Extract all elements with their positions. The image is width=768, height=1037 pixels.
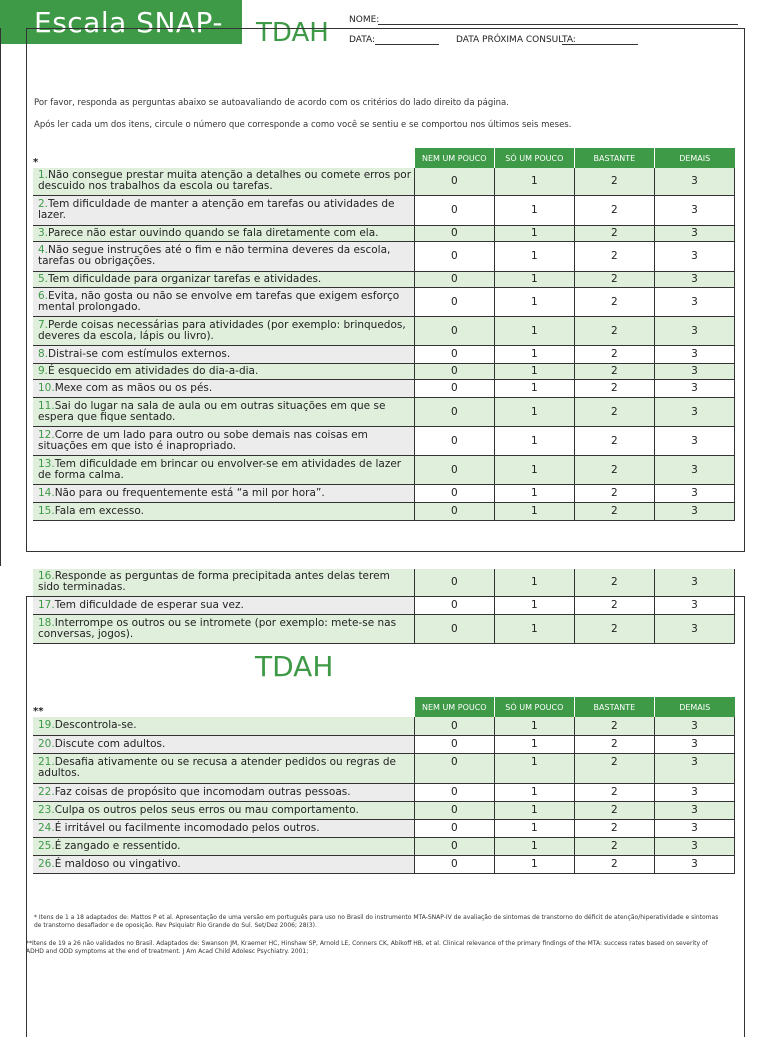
score-option-0[interactable]: 0 xyxy=(414,819,494,837)
item-text: Tem dificuldade em brincar ou envolver-se em atividades de lazer de forma calma. xyxy=(38,457,402,481)
item-text-cell xyxy=(33,363,414,379)
table-row xyxy=(33,484,735,502)
score-option-2[interactable]: 2 xyxy=(574,316,654,345)
table-row xyxy=(33,168,735,195)
section-2-table xyxy=(33,569,735,644)
score-option-1[interactable]: 1 xyxy=(494,614,574,643)
item-number: 16. xyxy=(38,570,55,583)
item-text: Não consegue prestar muita atenção a detalhes ou comete erros por descuido nos trabalhos da escola ou tarefas. xyxy=(38,169,412,193)
table-row xyxy=(33,735,735,753)
score-option-1[interactable]: 1 xyxy=(494,168,574,195)
item-number: 3. xyxy=(38,226,49,239)
item-text-cell xyxy=(33,783,414,801)
table-row xyxy=(33,455,735,484)
item-number: 15. xyxy=(38,504,55,517)
score-option-2[interactable]: 2 xyxy=(574,271,654,287)
item-number: 24. xyxy=(38,821,55,834)
table-row xyxy=(33,855,735,873)
score-option-0[interactable]: 0 xyxy=(414,837,494,855)
item-text-cell xyxy=(33,426,414,455)
table-row xyxy=(33,801,735,819)
score-option-3[interactable]: 3 xyxy=(654,614,734,643)
item-number: 7. xyxy=(38,318,49,331)
item-text-cell xyxy=(33,484,414,502)
item-number: 1. xyxy=(38,169,49,182)
score-option-3[interactable]: 3 xyxy=(654,363,734,379)
score-option-0[interactable]: 0 xyxy=(414,379,494,397)
item-text-cell xyxy=(33,241,414,271)
item-text-cell xyxy=(33,316,414,345)
score-option-3[interactable]: 3 xyxy=(654,426,734,455)
item-text-cell xyxy=(33,753,414,783)
name-label: NOME: xyxy=(349,15,380,25)
score-option-2[interactable]: 2 xyxy=(574,855,654,873)
score-option-1[interactable]: 1 xyxy=(494,316,574,345)
instruction-line-2: Após ler cada um dos itens, circule o número que corresponde a como você se sentiu e se comportou nos últimos seis meses. xyxy=(34,120,572,130)
score-option-1[interactable]: 1 xyxy=(494,753,574,783)
score-option-1[interactable]: 1 xyxy=(494,426,574,455)
item-number: 17. xyxy=(38,598,55,611)
item-text-cell xyxy=(33,379,414,397)
item-text: Distrai-se com estímulos externos. xyxy=(48,347,231,360)
item-number: 14. xyxy=(38,486,55,499)
table-row xyxy=(33,783,735,801)
item-text: Sai do lugar na sala de aula ou em outras situações em que se espera que fique sentado. xyxy=(38,399,386,423)
score-option-2[interactable]: 2 xyxy=(574,614,654,643)
item-number: 12. xyxy=(38,428,55,441)
score-option-3[interactable]: 3 xyxy=(654,569,734,596)
section-marker: * xyxy=(33,148,414,168)
score-option-3[interactable]: 3 xyxy=(654,316,734,345)
table-row xyxy=(33,241,735,271)
left-edge-line xyxy=(0,28,1,566)
item-number: 18. xyxy=(38,616,55,629)
score-option-3[interactable]: 3 xyxy=(654,241,734,271)
item-text: Descontrola-se. xyxy=(54,719,137,732)
item-text-cell xyxy=(33,735,414,753)
item-text-cell xyxy=(33,502,414,520)
score-option-3[interactable]: 3 xyxy=(654,168,734,195)
score-option-0[interactable]: 0 xyxy=(414,614,494,643)
score-option-2[interactable]: 2 xyxy=(574,241,654,271)
score-option-3[interactable]: 3 xyxy=(654,455,734,484)
section-marker: ** xyxy=(33,697,414,717)
score-option-2[interactable]: 2 xyxy=(574,195,654,225)
score-option-0[interactable]: 0 xyxy=(414,753,494,783)
footnote-1: * Itens de 1 a 18 adaptados de: Mattos P et al. Apresentação de uma versão em português para uso no Brasil do instrumento MTA-SNAP-IV de avaliação de sintomas de transtorno do déficit de atenção/hiperatividade e sintomas de transtorno desafiador e de oposição. Rev Psiquiatr Rio Grande do Sul. Set/Dez 2006; 28(3). xyxy=(34,914,719,929)
item-number: 20. xyxy=(38,737,55,750)
item-number: 25. xyxy=(38,839,55,852)
score-option-3[interactable]: 3 xyxy=(654,837,734,855)
score-option-2[interactable]: 2 xyxy=(574,717,654,735)
item-text-cell xyxy=(33,397,414,426)
item-text-cell xyxy=(33,855,414,873)
item-number: 22. xyxy=(38,785,55,798)
score-option-1[interactable]: 1 xyxy=(494,484,574,502)
table-header-row xyxy=(33,697,735,717)
score-option-3[interactable]: 3 xyxy=(654,484,734,502)
score-option-3[interactable]: 3 xyxy=(654,783,734,801)
score-option-3[interactable]: 3 xyxy=(654,195,734,225)
score-option-0[interactable]: 0 xyxy=(414,316,494,345)
item-text: Culpa os outros pelos seus erros ou mau comportamento. xyxy=(54,803,359,816)
table-row xyxy=(33,596,735,614)
item-number: 26. xyxy=(38,857,55,870)
item-text: Não para ou frequentemente está “a mil por hora”. xyxy=(54,486,325,499)
column-header-3: DEMAIS xyxy=(654,697,734,717)
item-text: Perde coisas necessárias para atividades (por exemplo: brinquedos, deveres da escola, lápis ou livro). xyxy=(38,318,406,342)
table-row xyxy=(33,426,735,455)
score-option-3[interactable]: 3 xyxy=(654,819,734,837)
score-option-0[interactable]: 0 xyxy=(414,735,494,753)
item-text: É zangado e ressentido. xyxy=(54,839,181,852)
item-number: 13. xyxy=(38,457,55,470)
item-text: É esquecido em atividades do dia-a-dia. xyxy=(48,364,259,377)
table-row xyxy=(33,287,735,316)
score-option-2[interactable]: 2 xyxy=(574,484,654,502)
score-option-3[interactable]: 3 xyxy=(654,345,734,363)
item-number: 8. xyxy=(38,347,49,360)
table-row xyxy=(33,271,735,287)
item-text: É maldoso ou vingativo. xyxy=(54,857,181,870)
next-date-label: DATA PRÓXIMA CONSULTA: xyxy=(456,35,576,45)
table-row xyxy=(33,717,735,735)
score-option-2[interactable]: 2 xyxy=(574,168,654,195)
score-option-0[interactable]: 0 xyxy=(414,287,494,316)
item-text: Mexe com as mãos ou os pés. xyxy=(54,381,213,394)
item-text-cell xyxy=(33,569,414,596)
item-number: 23. xyxy=(38,803,55,816)
section-3-table xyxy=(33,697,735,874)
item-text: Evita, não gosta ou não se envolve em tarefas que exigem esforço mental prolongado. xyxy=(38,289,400,313)
item-text: Corre de um lado para outro ou sobe demais nas coisas em situações em que isto é inapropriado. xyxy=(38,428,368,452)
column-header-1: SÓ UM POUCO xyxy=(494,697,574,717)
score-option-2[interactable]: 2 xyxy=(574,569,654,596)
score-option-0[interactable]: 0 xyxy=(414,363,494,379)
score-option-2[interactable]: 2 xyxy=(574,397,654,426)
score-option-2[interactable]: 2 xyxy=(574,502,654,520)
score-option-3[interactable]: 3 xyxy=(654,225,734,241)
score-option-1[interactable]: 1 xyxy=(494,735,574,753)
score-option-0[interactable]: 0 xyxy=(414,783,494,801)
score-option-1[interactable]: 1 xyxy=(494,569,574,596)
item-text-cell xyxy=(33,168,414,195)
score-option-2[interactable]: 2 xyxy=(574,426,654,455)
form-subtitle: TDAH xyxy=(256,18,329,48)
table-row xyxy=(33,837,735,855)
score-option-2[interactable]: 2 xyxy=(574,783,654,801)
section-title-tdah: TDAH xyxy=(255,650,334,683)
score-option-1[interactable]: 1 xyxy=(494,801,574,819)
score-option-1[interactable]: 1 xyxy=(494,717,574,735)
item-text-cell xyxy=(33,271,414,287)
item-number: 4. xyxy=(38,244,49,256)
table-row xyxy=(33,569,735,596)
item-text: É irritável ou facilmente incomodado pelos outros. xyxy=(54,821,320,834)
item-text: Não segue instruções até o fim e não termina deveres da escola, tarefas ou obrigações. xyxy=(38,244,391,267)
item-number: 21. xyxy=(38,756,55,768)
score-option-0[interactable]: 0 xyxy=(414,225,494,241)
score-option-2[interactable]: 2 xyxy=(574,819,654,837)
item-text: Tem dificuldade de manter a atenção em tarefas ou atividades de lazer. xyxy=(38,198,395,221)
item-text-cell xyxy=(33,225,414,241)
table-row xyxy=(33,614,735,643)
table-row xyxy=(33,502,735,520)
score-option-1[interactable]: 1 xyxy=(494,502,574,520)
table-row xyxy=(33,316,735,345)
column-header-2: BASTANTE xyxy=(574,697,654,717)
item-text-cell xyxy=(33,801,414,819)
table-row xyxy=(33,195,735,225)
column-header-0: NEM UM POUCO xyxy=(414,148,494,168)
item-text-cell xyxy=(33,345,414,363)
item-text: Fala em excesso. xyxy=(54,504,144,517)
score-option-0[interactable]: 0 xyxy=(414,855,494,873)
score-option-2[interactable]: 2 xyxy=(574,287,654,316)
score-option-2[interactable]: 2 xyxy=(574,801,654,819)
score-option-1[interactable]: 1 xyxy=(494,379,574,397)
table-row xyxy=(33,819,735,837)
column-header-1: SÓ UM POUCO xyxy=(494,148,574,168)
item-text-cell xyxy=(33,837,414,855)
table-header-row xyxy=(33,148,735,168)
score-option-0[interactable]: 0 xyxy=(414,241,494,271)
score-option-2[interactable]: 2 xyxy=(574,837,654,855)
item-text: Desafia ativamente ou se recusa a atender pedidos ou regras de adultos. xyxy=(38,756,396,779)
item-number: 6. xyxy=(38,289,49,302)
form-title: Escala SNAP- xyxy=(34,6,223,39)
score-option-2[interactable]: 2 xyxy=(574,455,654,484)
column-header-3: DEMAIS xyxy=(654,148,734,168)
score-option-3[interactable]: 3 xyxy=(654,735,734,753)
score-option-1[interactable]: 1 xyxy=(494,783,574,801)
score-option-1[interactable]: 1 xyxy=(494,271,574,287)
score-option-0[interactable]: 0 xyxy=(414,397,494,426)
item-text-cell xyxy=(33,819,414,837)
score-option-1[interactable]: 1 xyxy=(494,287,574,316)
score-option-1[interactable]: 1 xyxy=(494,363,574,379)
item-number: 10. xyxy=(38,381,55,394)
score-option-0[interactable]: 0 xyxy=(414,502,494,520)
table-row xyxy=(33,379,735,397)
score-option-0[interactable]: 0 xyxy=(414,569,494,596)
score-option-0[interactable]: 0 xyxy=(414,271,494,287)
table-row xyxy=(33,345,735,363)
score-option-3[interactable]: 3 xyxy=(654,596,734,614)
item-text: Tem dificuldade para organizar tarefas e atividades. xyxy=(48,272,322,285)
score-option-0[interactable]: 0 xyxy=(414,455,494,484)
column-header-2: BASTANTE xyxy=(574,148,654,168)
score-option-3[interactable]: 3 xyxy=(654,287,734,316)
date-label: DATA: xyxy=(349,35,376,45)
footnote-2: **Itens de 19 a 26 não validados no Brasil. Adaptados de: Swanson JM, Kraemer HC, Hinshaw SP, Arnold LE, Conners CK, Abikoff HB, et al. Clinical relevance of the primary findings of the MTA: success rates based on severity of ADHD and ODD symptoms at the end of treatment. J Am Acad Child Adolesc Psychiatry. 2001; xyxy=(26,940,708,955)
score-option-0[interactable]: 0 xyxy=(414,345,494,363)
section-1-table xyxy=(33,148,735,521)
table-row xyxy=(33,753,735,783)
instruction-line-1: Por favor, responda as perguntas abaixo se autoavaliando de acordo com os critérios do lado direito da página. xyxy=(34,98,509,108)
score-option-2[interactable]: 2 xyxy=(574,753,654,783)
item-text: Parece não estar ouvindo quando se fala diretamente com ela. xyxy=(48,226,379,239)
score-option-2[interactable]: 2 xyxy=(574,225,654,241)
score-option-1[interactable]: 1 xyxy=(494,397,574,426)
score-option-0[interactable]: 0 xyxy=(414,596,494,614)
score-option-3[interactable]: 3 xyxy=(654,753,734,783)
item-text-cell xyxy=(33,287,414,316)
score-option-1[interactable]: 1 xyxy=(494,819,574,837)
table-row xyxy=(33,363,735,379)
item-number: 5. xyxy=(38,272,49,285)
item-number: 2. xyxy=(38,198,49,210)
score-option-2[interactable]: 2 xyxy=(574,363,654,379)
score-option-3[interactable]: 3 xyxy=(654,397,734,426)
score-option-3[interactable]: 3 xyxy=(654,717,734,735)
item-text: Faz coisas de propósito que incomodam outras pessoas. xyxy=(54,785,351,798)
score-option-1[interactable]: 1 xyxy=(494,241,574,271)
column-header-0: NEM UM POUCO xyxy=(414,697,494,717)
score-option-0[interactable]: 0 xyxy=(414,801,494,819)
score-option-2[interactable]: 2 xyxy=(574,345,654,363)
item-text-cell xyxy=(33,614,414,643)
table-row xyxy=(33,225,735,241)
item-text-cell xyxy=(33,195,414,225)
item-text: Discute com adultos. xyxy=(54,737,166,750)
item-text-cell xyxy=(33,717,414,735)
score-option-3[interactable]: 3 xyxy=(654,855,734,873)
score-option-1[interactable]: 1 xyxy=(494,225,574,241)
item-text: Responde as perguntas de forma precipitada antes delas terem sido terminadas. xyxy=(38,570,390,594)
table-row xyxy=(33,397,735,426)
score-option-2[interactable]: 2 xyxy=(574,735,654,753)
item-text-cell xyxy=(33,596,414,614)
item-number: 9. xyxy=(38,364,49,377)
score-option-2[interactable]: 2 xyxy=(574,596,654,614)
score-option-1[interactable]: 1 xyxy=(494,455,574,484)
score-option-0[interactable]: 0 xyxy=(414,484,494,502)
score-option-0[interactable]: 0 xyxy=(414,195,494,225)
name-field[interactable] xyxy=(378,14,738,25)
item-number: 11. xyxy=(38,399,55,412)
item-text: Tem dificuldade de esperar sua vez. xyxy=(54,598,244,611)
score-option-0[interactable]: 0 xyxy=(414,426,494,455)
item-text: Interrompe os outros ou se intromete (por exemplo: mete-se nas conversas, jogos). xyxy=(38,616,397,640)
item-text-cell xyxy=(33,455,414,484)
score-option-3[interactable]: 3 xyxy=(654,271,734,287)
score-option-2[interactable]: 2 xyxy=(574,379,654,397)
score-option-3[interactable]: 3 xyxy=(654,502,734,520)
score-option-3[interactable]: 3 xyxy=(654,801,734,819)
score-option-3[interactable]: 3 xyxy=(654,379,734,397)
item-number: 19. xyxy=(38,719,55,732)
score-option-1[interactable]: 1 xyxy=(494,345,574,363)
score-option-1[interactable]: 1 xyxy=(494,195,574,225)
score-option-1[interactable]: 1 xyxy=(494,855,574,873)
score-option-0[interactable]: 0 xyxy=(414,717,494,735)
score-option-0[interactable]: 0 xyxy=(414,168,494,195)
score-option-1[interactable]: 1 xyxy=(494,596,574,614)
score-option-1[interactable]: 1 xyxy=(494,837,574,855)
